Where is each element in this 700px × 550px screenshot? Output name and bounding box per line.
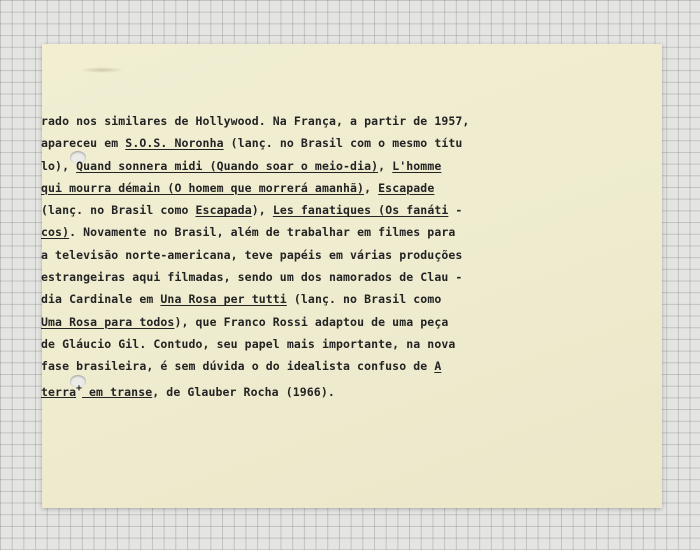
underlined-title: A [434, 359, 442, 374]
text-line [41, 333, 469, 355]
text-line [41, 378, 469, 403]
text-segment: de Gláucio Gil. Contudo, seu papel mais importante, na nova [41, 336, 456, 351]
text-line [41, 355, 469, 377]
underlined-title: qui mourra démain (O homem que morrerá amanhã) [41, 180, 365, 195]
text-line [41, 110, 469, 132]
text-segment: , de Glauber Rocha (1966). [152, 384, 335, 399]
text-line [41, 221, 469, 243]
text-segment: lo), [41, 158, 77, 173]
text-segment: a televisão norte-americana, teve papéis em várias produções [41, 247, 463, 262]
underlined-title: cos) [41, 225, 70, 240]
text-segment: rado nos similares de Hollywood. Na França, a partir de 1957, [41, 114, 470, 128]
text-segment: estrangeiras aqui filmadas, sendo um dos namorados de Clau - [41, 270, 463, 285]
text-line [41, 132, 469, 154]
text-line [41, 177, 469, 199]
underlined-title: Escapada [195, 203, 252, 218]
text-line [41, 199, 469, 221]
text-line [41, 266, 469, 288]
underlined-title: L'homme [392, 158, 442, 173]
underlined-title: Uma Rosa para todos [41, 314, 175, 329]
text-line [41, 244, 469, 266]
text-segment: fase brasileira, é sem dúvida o do idealista confuso de [41, 359, 435, 374]
text-segment: (lanç. no Brasil como [286, 292, 442, 307]
underlined-title: Quand sonnera midi (Quando soar o meio-dia) [76, 158, 379, 173]
underlined-title: S.O.S. Noronha [125, 136, 224, 151]
typewritten-text [41, 110, 469, 403]
text-segment: . Novamente no Brasil, além de trabalhar em filmes para [69, 225, 456, 240]
text-segment: , [378, 158, 393, 173]
underlined-title: em transe [82, 384, 153, 399]
paper-crease [80, 67, 124, 73]
underlined-title: Una Rosa per tutti [160, 292, 287, 307]
text-segment: apareceu em [41, 136, 126, 151]
text-line [41, 288, 469, 310]
underlined-title: terra [41, 384, 77, 399]
text-segment: dia Cardinale em [41, 292, 161, 307]
underlined-title: Escapade [378, 180, 435, 195]
text-segment: (lanç. no Brasil com o mesmo títu [223, 136, 463, 151]
text-segment: ), [251, 203, 273, 218]
text-line [41, 311, 469, 333]
text-segment: , [364, 180, 379, 195]
text-segment: (lanç. no Brasil como [41, 203, 196, 218]
handwritten-mark: + [76, 382, 82, 394]
text-segment: ), que Franco Rossi adaptou de uma peça [174, 314, 449, 329]
underlined-title: Les fanatiques (Os fanáti [272, 203, 449, 218]
text-line [41, 155, 469, 177]
text-segment: - [448, 203, 463, 218]
